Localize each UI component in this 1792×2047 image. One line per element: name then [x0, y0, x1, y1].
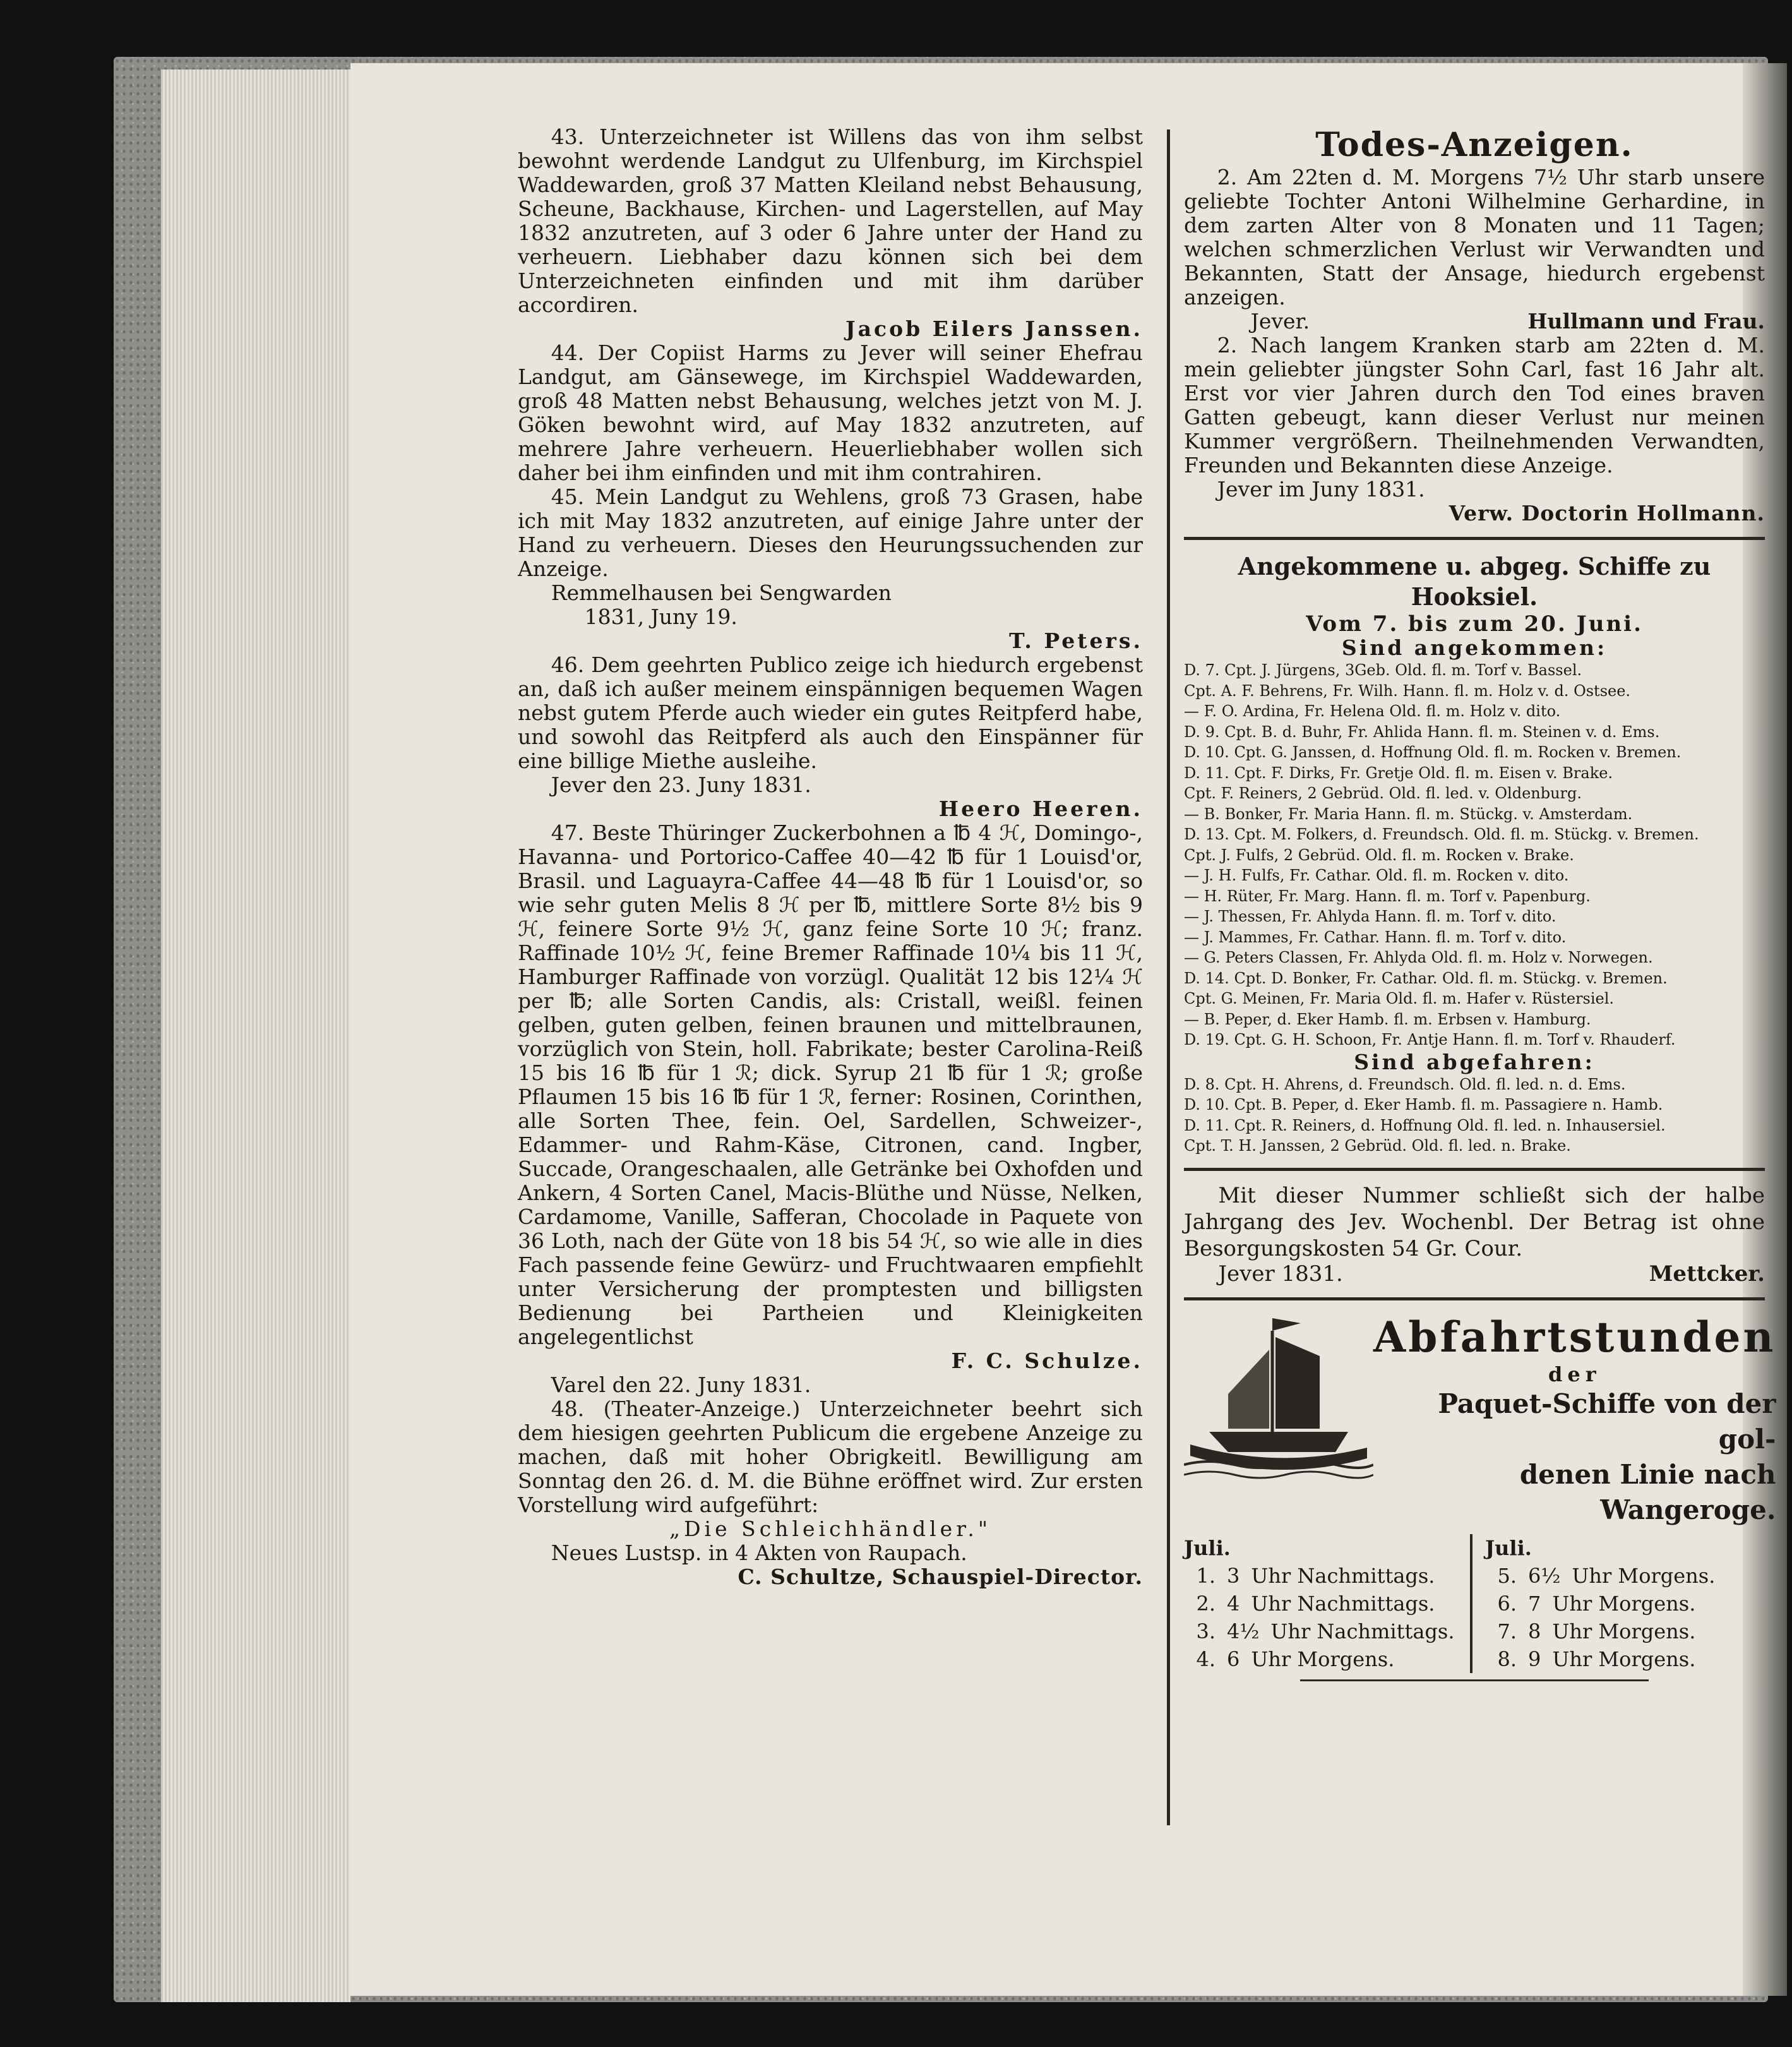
ship-departure-row: D. 8. Cpt. H. Ahrens, d. Freundsch. Old. fl. led. n. d. Ems.	[1184, 1075, 1626, 1093]
departure-times-der: der	[1548, 1362, 1601, 1386]
section-rule	[1184, 1297, 1765, 1300]
ad-45-date: 1831, Juny 19.	[584, 604, 738, 629]
ship-arrival-row: — G. Peters Classen, Fr. Ahlyda Old. fl. m. Holz v. Norwegen.	[1184, 949, 1653, 966]
departure-time-row	[1184, 1618, 1464, 1645]
ad-45-place: Remmelhausen bei Sengwarden	[551, 580, 892, 605]
subscription-notice-date: Jever 1831.	[1218, 1261, 1343, 1287]
death-notice-1: 2. Am 22ten d. M. Morgens 7½ Uhr starb unsere geliebte Tochter Antoni Wilhelmine Gerhardine, in dem zarten Alter von 8 Monaten und 11 Tagen; welchen schmerzlichen Verlust wir Verwandten und Bekannten, Statt der Ansage, hiedurch ergebenst anzeigen.	[1184, 165, 1765, 309]
ship-arrival-row: D. 7. Cpt. J. Jürgens, 3Geb. Old. fl. m. Torf v. Bassel.	[1184, 661, 1582, 679]
arrived-list	[1184, 660, 1765, 1050]
departure-time-t: 4	[1227, 1591, 1240, 1616]
ship-arrival-row: D. 19. Cpt. G. H. Schoon, Fr. Antje Hann. fl. m. Torf v. Rhauderf.	[1184, 1031, 1676, 1048]
departure-time-row	[1485, 1618, 1765, 1645]
departure-time-n: 2.	[1196, 1591, 1216, 1616]
ship-arrival-row: D. 14. Cpt. D. Bonker, Fr. Cathar. Old. fl. m. Stückg. v. Bremen.	[1184, 969, 1668, 987]
death-notices-title: Todes-Anzeigen.	[1315, 126, 1634, 164]
ship-arrival-row: Cpt. J. Fulfs, 2 Gebrüd. Old. fl. m. Rocken v. Brake.	[1184, 846, 1574, 864]
ship-departure-row: D. 10. Cpt. B. Peper, d. Eker Hamb. fl. m. Passagiere n. Hamb.	[1184, 1096, 1663, 1114]
ship-arrival-row: Cpt. A. F. Behrens, Fr. Wilh. Hann. fl. m. Holz v. d. Ostsee.	[1184, 681, 1631, 700]
ad-47-date: Varel den 22. Juny 1831.	[551, 1372, 811, 1397]
death-notice-1-place: Jever.	[1250, 309, 1310, 333]
departure-times-line-2: denen Linie nach Wangeroge.	[1519, 1458, 1776, 1525]
ad-45-signature: T. Peters.	[1009, 628, 1143, 653]
departure-time-n: 5.	[1497, 1563, 1517, 1588]
ship-arrival-row: — B. Bonker, Fr. Maria Hann. fl. m. Stückg. v. Amsterdam.	[1184, 805, 1633, 823]
departed-heading: Sind abgefahren:	[1354, 1049, 1595, 1074]
month-label-right: Juli.	[1485, 1535, 1532, 1560]
departure-time-row	[1485, 1590, 1765, 1618]
departure-times-title: Abfahrtstunden	[1373, 1312, 1776, 1362]
subscription-notice-footer	[1184, 1262, 1765, 1286]
ship-departure-row: D. 11. Cpt. R. Reiners, d. Hoffnung Old. fl. led. n. Inhausersiel.	[1184, 1116, 1666, 1134]
departure-time-t: 8	[1528, 1619, 1541, 1643]
column-divider	[1167, 129, 1170, 1825]
death-notice-1-footer	[1184, 309, 1765, 333]
departure-time-row	[1485, 1645, 1765, 1673]
departure-time-w: Uhr Morgens.	[1552, 1591, 1696, 1616]
ad-44: 44. Der Copiist Harms zu Jever will seiner Ehefrau Landgut, am Gänsewege, im Kirchspiel Waddewarden, groß 48 Matten nebst Behausung, welches jetzt von M. J. Göken bewohnt wird, auf May 1832 anzutreten, auf mehrere Jahre verheuern. Heuerliebhaber wollen sich daher bei ihm einfinden und mit ihm contrahiren.	[518, 340, 1143, 485]
departure-times-line-1: Paquet-Schiffe von der gol-	[1438, 1388, 1776, 1455]
ship-arrival-row: D. 13. Cpt. M. Folkers, d. Freundsch. Old. fl. m. Stückg. v. Bremen.	[1184, 825, 1699, 843]
departure-time-t: 4½	[1227, 1619, 1260, 1643]
departure-time-w: Uhr Morgens.	[1552, 1619, 1696, 1643]
ad-45: 45. Mein Landgut zu Wehlens, groß 73 Grasen, habe ich mit May 1832 anzutreten, auf einige Jahre unter der Hand zu verheuern. Dieses den Heurungssuchenden zur Anzeige.	[518, 484, 1143, 581]
ship-arrival-row: — B. Peper, d. Eker Hamb. fl. m. Erbsen v. Hamburg.	[1184, 1010, 1591, 1028]
departure-times-right	[1472, 1534, 1765, 1673]
ship-arrival-row: — H. Rüter, Fr. Marg. Hann. fl. m. Torf v. Papenburg.	[1184, 887, 1591, 905]
departed-list	[1184, 1074, 1765, 1156]
ship-arrival-row: Cpt. G. Meinen, Fr. Maria Old. fl. m. Hafer v. Rüstersiel.	[1184, 990, 1615, 1007]
ad-46: 46. Dem geehrten Publico zeige ich hiedurch ergebenst an, daß ich außer meinem einspännigen bequemen Wagen nebst gutem Pferde auch wieder ein gutes Reitpferd habe, und sowohl das Reitpferd als auch den Einspänner für eine billige Miethe ausleihe.	[518, 652, 1143, 773]
ad-48-signature: C. Schultze, Schauspiel-Director.	[738, 1564, 1143, 1589]
departure-time-row	[1184, 1590, 1464, 1618]
departure-time-w: Uhr Morgens.	[1552, 1647, 1696, 1671]
departure-times-table	[1184, 1534, 1765, 1673]
section-rule	[1184, 1168, 1765, 1171]
ad-43-signature: Jacob Eilers Janssen.	[845, 316, 1143, 341]
departure-time-w: Uhr Nachmittags.	[1251, 1591, 1435, 1616]
ship-arrival-row: — J. Mammes, Fr. Cathar. Hann. fl. m. Torf v. dito.	[1184, 928, 1567, 946]
departure-times-header	[1184, 1312, 1776, 1528]
death-notice-2-signature: Verw. Doctorin Hollmann.	[1449, 501, 1765, 525]
page-edges	[161, 69, 350, 2002]
departure-time-n: 3.	[1196, 1619, 1216, 1643]
ships-date-range: Vom 7. bis zum 20. Juni.	[1306, 611, 1643, 637]
departure-time-w: Uhr Nachmittags.	[1270, 1619, 1455, 1643]
departure-time-n: 6.	[1497, 1591, 1517, 1616]
ad-47-signature: F. C. Schulze.	[951, 1348, 1143, 1373]
departure-time-t: 7	[1528, 1591, 1541, 1616]
ad-48: 48. (Theater-Anzeige.) Unterzeichneter beehrt sich dem hiesigen geehrten Publicum die ergebene Anzeige zu machen, daß mit hoher Obrigkeitl. Bewilligung am Sonntag den 26. d. M. die Bühne eröffnet wird. Zur ersten Vorstellung wird aufgeführt:	[518, 1396, 1143, 1517]
ad-48-line: Neues Lustsp. in 4 Akten von Raupach.	[551, 1540, 967, 1565]
departure-time-n: 1.	[1196, 1563, 1216, 1588]
month-label-left: Juli.	[1184, 1535, 1231, 1560]
ad-48-play-title: „Die Schleichhändler."	[669, 1516, 992, 1541]
subscription-notice: Mit dieser Nummer schließt sich der halbe Jahrgang des Jev. Wochenbl. Der Betrag ist ohne Besorgungskosten 54 Gr. Cour.	[1184, 1182, 1765, 1261]
ad-47: 47. Beste Thüringer Zuckerbohnen a ℔ 4 ℋ, Domingo-, Havanna- und Portorico-Caffee 40—42 ℔ für 1 Louisd'or, Brasil. und Laguayra-Caffee 44—48 ℔ für 1 Louisd'or, so wie sehr guten Melis 8 ℋ per ℔, mittlere Sorte 8½ bis 9 ℋ, feinere Sorte 9½ ℋ, ganz feine Sorte 10 ℋ; franz. Raffinade 10½ ℋ, feine Bremer Raffinade 10¼ bis 11 ℋ, Hamburger Raffinade von vorzügl. Qualität 12 bis 12¼ ℋ per ℔; alle Sorten Candis, als: Cristall, weißl. feinen gelben, guten gelben, feinen braunen und mittelbraunen, vorzüglich von Stein, holl. Fabrikate; bester Carolina-Reiß 15 bis 16 ℔ für 1 ℛ; dick. Syrup 21 ℔ für 1 ℛ; große Pflaumen 15 bis 16 ℔ für 1 ℛ, ferner: Rosinen, Corinthen, alle Sorten Thee, fein. Oel, Sardellen, Schweizer-, Edammer- und Rahm-Käse, Citronen, cand. Ingber, Succade, Orangeschaalen, alle Getränke bei Oxhofden und Ankern, 4 Sorten Canel, Macis-Blüthe und Nüsse, Nelken, Cardamome, Vanille, Safferan, Chocolade in Paquete von 36 Loth, nach der Güte von 18 bis 54 ℋ, so wie alle in dies Fach passende feine Gewürz- und Fruchtwaaren empfiehlt unter Versicherung der promptesten und billigsten Bedienung bei Partheien und Kleinigkeiten angelegentlichst	[518, 820, 1143, 1349]
ship-arrival-row: D. 11. Cpt. F. Dirks, Fr. Gretje Old. fl. m. Eisen v. Brake.	[1184, 764, 1613, 782]
ship-arrival-row: — J. H. Fulfs, Fr. Cathar. Old. fl. m. Rocken v. dito.	[1184, 867, 1569, 884]
ship-arrival-row: D. 9. Cpt. B. d. Buhr, Fr. Ahlida Hann. fl. m. Steinen v. d. Ems.	[1184, 723, 1660, 741]
ad-43: 43. Unterzeichneter ist Willens das von ihm selbst bewohnt werdende Landgut zu Ulfenburg, im Kirchspiel Waddewarden, groß 37 Matten Kleiland nebst Behausung, Scheune, Backhause, Kirchen- und Lagerstellen, auf May 1832 anzutreten, auf 3 oder 6 Jahre unter der Hand zu verheuern. Liebhaber dazu können sich bei dem Unterzeichneten einfinden und mit ihm darüber accordiren.	[518, 124, 1143, 317]
arrived-heading: Sind angekommen:	[1341, 635, 1608, 660]
ship-arrival-row: Cpt. F. Reiners, 2 Gebrüd. Old. fl. led. v. Oldenburg.	[1184, 784, 1582, 802]
departure-time-w: Uhr Morgens.	[1572, 1563, 1716, 1588]
ships-title: Angekommene u. abgeg. Schiffe zu Hooksiel.	[1238, 552, 1711, 611]
departure-times-left	[1184, 1534, 1472, 1673]
section-rule	[1184, 537, 1765, 540]
departure-time-n: 4.	[1196, 1647, 1216, 1671]
departure-time-t: 6	[1227, 1647, 1240, 1671]
death-notice-2-date: Jever im Juny 1831.	[1217, 477, 1425, 501]
ad-46-date: Jever den 23. Juny 1831.	[551, 772, 811, 797]
departure-time-w: Uhr Nachmittags.	[1251, 1563, 1435, 1588]
closing-rule	[1300, 1679, 1649, 1681]
ship-arrival-row: — J. Thessen, Fr. Ahlyda Hann. fl. m. Torf v. dito.	[1184, 908, 1556, 925]
left-column	[518, 125, 1143, 1589]
sailing-ship-icon	[1184, 1312, 1373, 1489]
departure-time-row	[1184, 1562, 1464, 1590]
ship-arrival-row: D. 10. Cpt. G. Janssen, d. Hoffnung Old. fl. m. Rocken v. Bremen.	[1184, 743, 1681, 761]
right-column	[1184, 125, 1776, 1688]
ship-arrival-row: — F. O. Ardina, Fr. Helena Old. fl. m. Holz v. dito.	[1184, 702, 1561, 720]
ship-departure-row: Cpt. T. H. Janssen, 2 Gebrüd. Old. fl. led. n. Brake.	[1184, 1137, 1571, 1155]
death-notice-1-signature: Hullmann und Frau.	[1527, 309, 1765, 333]
subscription-notice-signature: Mettcker.	[1649, 1261, 1765, 1287]
departure-time-w: Uhr Morgens.	[1251, 1647, 1395, 1671]
departure-time-n: 8.	[1497, 1647, 1517, 1671]
departure-time-n: 7.	[1497, 1619, 1517, 1643]
departure-time-t: 9	[1528, 1647, 1541, 1671]
departure-time-t: 3	[1227, 1563, 1240, 1588]
departure-time-row	[1485, 1562, 1765, 1590]
departure-time-row	[1184, 1645, 1464, 1673]
ad-46-signature: Heero Heeren.	[938, 796, 1143, 821]
death-notice-2: 2. Nach langem Kranken starb am 22ten d. M. mein geliebter jüngster Sohn Carl, fast 16 Jahr alt. Erst vor vier Jahren durch den Tod eines braven Gatten gebeugt, kann dieser Verlust nur meinen Kummer vergrößern. Theilnehmenden Verwandten, Freunden und Bekannten diese Anzeige.	[1184, 333, 1765, 477]
departure-time-t: 6½	[1528, 1563, 1561, 1588]
